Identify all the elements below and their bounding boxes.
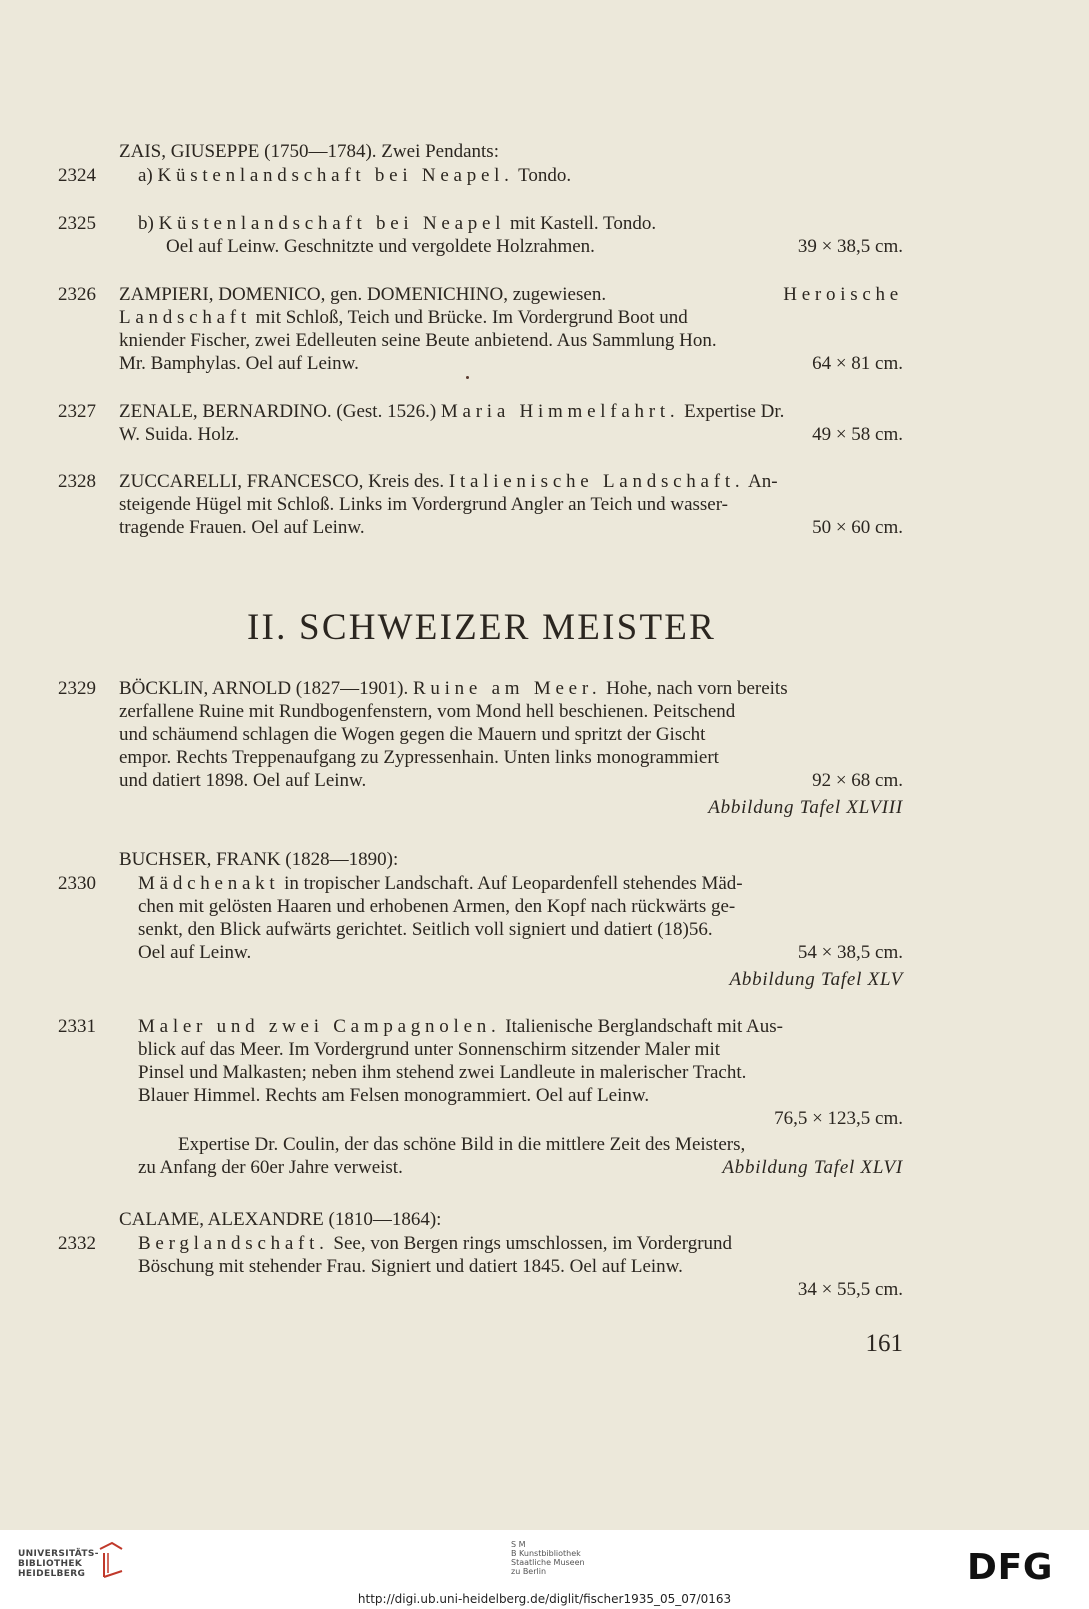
dfg-logo: DFG xyxy=(967,1547,1054,1588)
lot-2331-line-7: zu Anfang der 60er Jahre verweist. xyxy=(138,1157,403,1178)
lot-2326-line-2: Landschaft mit Schloß, Teich und Brücke. Im Vordergrund Boot und xyxy=(119,307,688,328)
lot-2330-size: 54 × 38,5 cm. xyxy=(797,942,903,963)
lot-2331-line-2: blick auf das Meer. Im Vordergrund unter Sonnenschirm sitzender Maler mit xyxy=(138,1039,721,1060)
lot-2330-line-2: chen mit gelösten Haaren und erhobenen Armen, den Kopf nach rückwärts ge- xyxy=(138,896,736,917)
permalink-url[interactable]: http://digi.ub.uni-heidelberg.de/diglit/fischer1935_05_07/0163 xyxy=(357,1592,732,1606)
lot-2325-size: 39 × 38,5 cm. xyxy=(797,236,903,257)
lot-number-2326: 2326 xyxy=(58,284,96,305)
lot-2329-line-1: BÖCKLIN, ARNOLD (1827—1901). Ruine am Meer. Hohe, nach vorn bereits xyxy=(119,678,788,699)
lot-2328-size: 50 × 60 cm. xyxy=(812,517,903,538)
lot-2325-line-2: Oel auf Leinw. Geschnitzte und vergoldete Holzrahmen. xyxy=(166,236,595,257)
lot-2331-line-3: Pinsel und Malkasten; neben ihm stehend zwei Landleute in malerischer Tracht. xyxy=(138,1062,747,1083)
lot-2330-illustration-ref: Abbildung Tafel XLV xyxy=(729,969,903,990)
lot-2325-line-1: b) Küstenlandschaft bei Neapel mit Kastell. Tondo. xyxy=(138,213,657,234)
lot-2331-size: 76,5 × 123,5 cm. xyxy=(774,1108,903,1129)
artist-heading-calame: CALAME, ALEXANDRE (1810—1864): xyxy=(119,1209,442,1230)
lot-2327-size: 49 × 58 cm. xyxy=(812,424,903,445)
library-logo-text: UNIVERSITÄTS- BIBLIOTHEK HEIDELBERG xyxy=(18,1549,99,1579)
library-logo-icon xyxy=(96,1541,126,1581)
lot-number-2327: 2327 xyxy=(58,401,96,422)
section-title: II. SCHWEIZER MEISTER xyxy=(247,607,716,648)
lot-number-2328: 2328 xyxy=(58,471,96,492)
lot-number-2330: 2330 xyxy=(58,873,96,894)
ink-speck xyxy=(466,376,469,379)
lot-2328-line-2: steigende Hügel mit Schloß. Links im Vordergrund Angler an Teich und wasser- xyxy=(119,494,729,515)
lot-2329-size: 92 × 68 cm. xyxy=(812,770,903,791)
lot-2328-line-1: ZUCCARELLI, FRANCESCO, Kreis des. Italienische Landschaft. An- xyxy=(119,471,778,492)
lot-2329-line-5: und datiert 1898. Oel auf Leinw. xyxy=(119,770,367,791)
lot-2331-line-6: Expertise Dr. Coulin, der das schöne Bild in die mittlere Zeit des Meisters, xyxy=(178,1134,746,1155)
lot-number-2324: 2324 xyxy=(58,165,96,186)
lot-2331-line-4: Blauer Himmel. Rechts am Felsen monogrammiert. Oel auf Leinw. xyxy=(138,1085,650,1106)
lot-2327-line-2: W. Suida. Holz. xyxy=(119,424,240,445)
lot-number-2329: 2329 xyxy=(58,678,96,699)
page-number: 161 xyxy=(865,1330,903,1357)
artist-heading-zais: ZAIS, GIUSEPPE (1750—1784). Zwei Pendants: xyxy=(119,141,499,162)
lot-2330-line-1: Mädchenakt in tropischer Landschaft. Auf Leopardenfell stehendes Mäd- xyxy=(138,873,743,894)
lot-2332-line-2: Böschung mit stehender Frau. Signiert und datiert 1845. Oel auf Leinw. xyxy=(138,1256,683,1277)
lot-2329-line-4: empor. Rechts Treppenaufgang zu Zypressenhain. Unten links monogrammiert xyxy=(119,747,719,768)
lot-2328-line-3: tragende Frauen. Oel auf Leinw. xyxy=(119,517,365,538)
lot-2327-line-1: ZENALE, BERNARDINO. (Gest. 1526.) Maria Himmelfahrt. Expertise Dr. xyxy=(119,401,785,422)
lot-2326-line-3: kniender Fischer, zwei Edelleuten seine Beute anbietend. Aus Sammlung Hon. xyxy=(119,330,717,351)
lot-2324-line-1: a) Küstenlandschaft bei Neapel. Tondo. xyxy=(138,165,572,186)
lot-2332-size: 34 × 55,5 cm. xyxy=(797,1279,903,1300)
lot-number-2325: 2325 xyxy=(58,213,96,234)
lot-2326-line-4: Mr. Bamphylas. Oel auf Leinw. xyxy=(119,353,359,374)
artist-heading-buchser: BUCHSER, FRANK (1828—1890): xyxy=(119,849,399,870)
lot-2331-illustration-ref: Abbildung Tafel XLVI xyxy=(722,1157,903,1178)
lot-2330-line-3: senkt, den Blick aufwärts gerichtet. Seitlich voll signiert und datiert (18)56. xyxy=(138,919,713,940)
lot-2329-line-3: und schäumend schlagen die Wogen gegen die Mauern und spritzt der Gischt xyxy=(119,724,706,745)
lot-2329-illustration-ref: Abbildung Tafel XLVIII xyxy=(708,797,903,818)
lot-number-2332: 2332 xyxy=(58,1233,96,1254)
lot-2332-line-1: Berglandschaft. See, von Bergen rings umschlossen, im Vordergrund xyxy=(138,1233,733,1254)
holding-institution-text: S M B Kunstbibliothek Staatliche Museen zu Berlin xyxy=(511,1540,585,1576)
lot-number-2331: 2331 xyxy=(58,1016,96,1037)
lot-2326-size: 64 × 81 cm. xyxy=(812,353,903,374)
lot-2330-line-4: Oel auf Leinw. xyxy=(138,942,252,963)
lot-2329-line-2: zerfallene Ruine mit Rundbogenfenstern, vom Mond hell beschienen. Peitschend xyxy=(119,701,736,722)
lot-2326-title-part: Heroische xyxy=(783,284,903,305)
lot-2331-line-1: Maler und zwei Campagnolen. Italienische Berglandschaft mit Aus- xyxy=(138,1016,783,1037)
lot-2326-line-1: ZAMPIERI, DOMENICO, gen. DOMENICHINO, zugewiesen. xyxy=(119,284,607,305)
